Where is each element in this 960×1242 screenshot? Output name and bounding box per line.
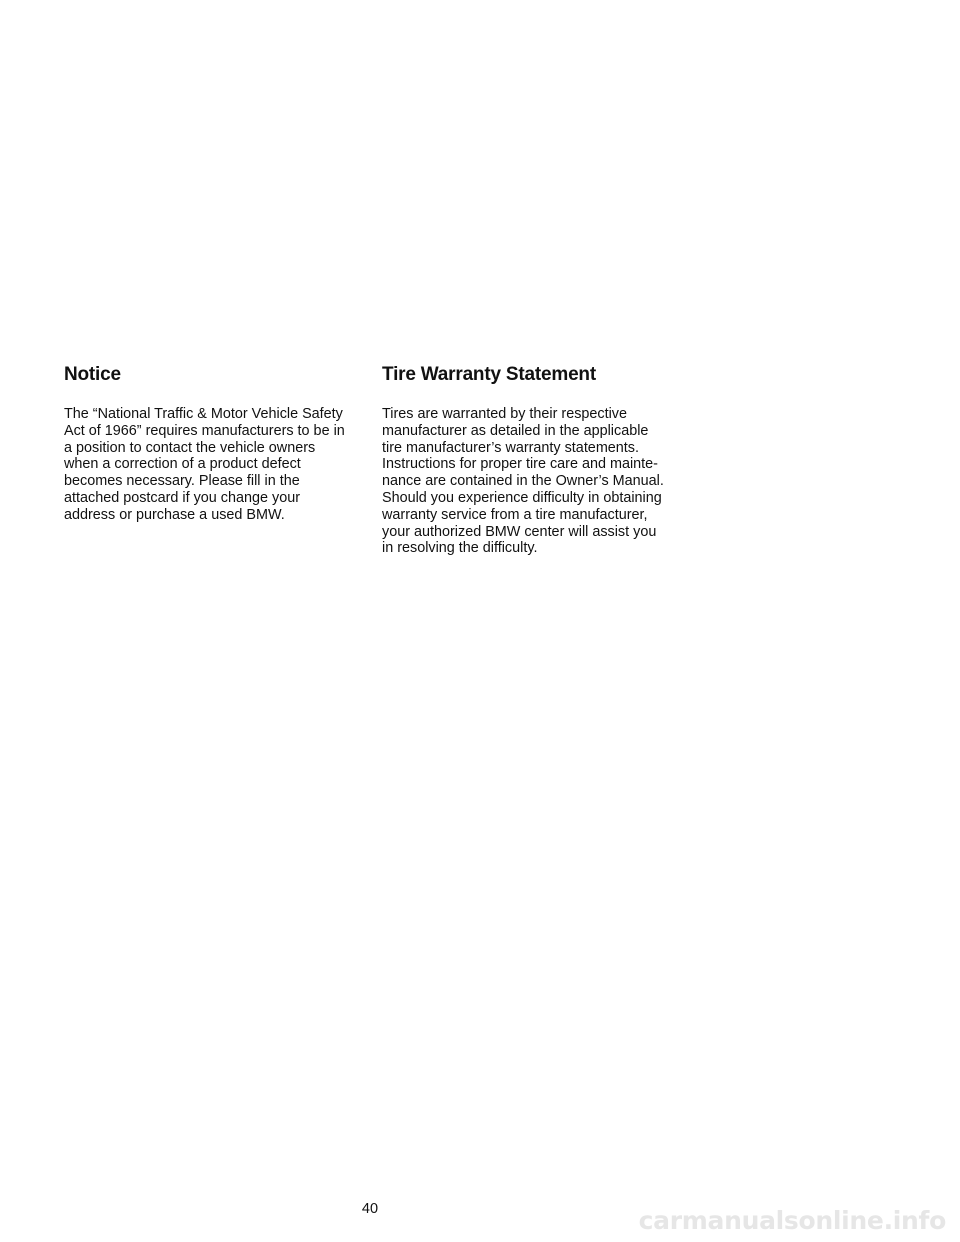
notice-heading: Notice [64,364,121,385]
notice-line: The “National Traffic & Motor Vehicle Safety [64,406,343,422]
notice-section [64,362,364,524]
tire-warranty-line: Instructions for proper tire care and mainte- [382,456,658,473]
notice-line: when a correction of a product defect [64,456,301,473]
tire-warranty-body [382,406,682,557]
tire-warranty-section [382,362,682,557]
notice-line: attached postcard if you change your [64,489,300,506]
notice-line: Act of 1966” requires manufacturers to be in [64,422,345,439]
tire-warranty-line: manufacturer as detailed in the applicable [382,422,649,439]
tire-warranty-line: tire manufacturer’s warranty statements. [382,439,640,456]
tire-warranty-heading: Tire Warranty Statement [382,364,596,385]
notice-line: becomes necessary. Please fill in the [64,473,300,490]
tire-warranty-line: nance are contained in the Owner’s Manual. [382,473,664,490]
tire-warranty-line: in resolving the difficulty. [382,540,538,557]
notice-line: a position to contact the vehicle owners [64,439,316,456]
tire-warranty-line: Should you experience difficulty in obtaining [382,489,662,506]
notice-body [64,406,364,524]
notice-line: address or purchase a used BMW. [64,506,285,523]
tire-warranty-line: warranty service from a tire manufacturer, [382,506,648,523]
tire-warranty-line: Tires are warranted by their respective [382,406,628,422]
page-number: 40 [361,1201,379,1217]
watermark-text: carmanualsonline.info [638,1206,946,1235]
tire-warranty-line: your authorized BMW center will assist you [382,523,657,540]
